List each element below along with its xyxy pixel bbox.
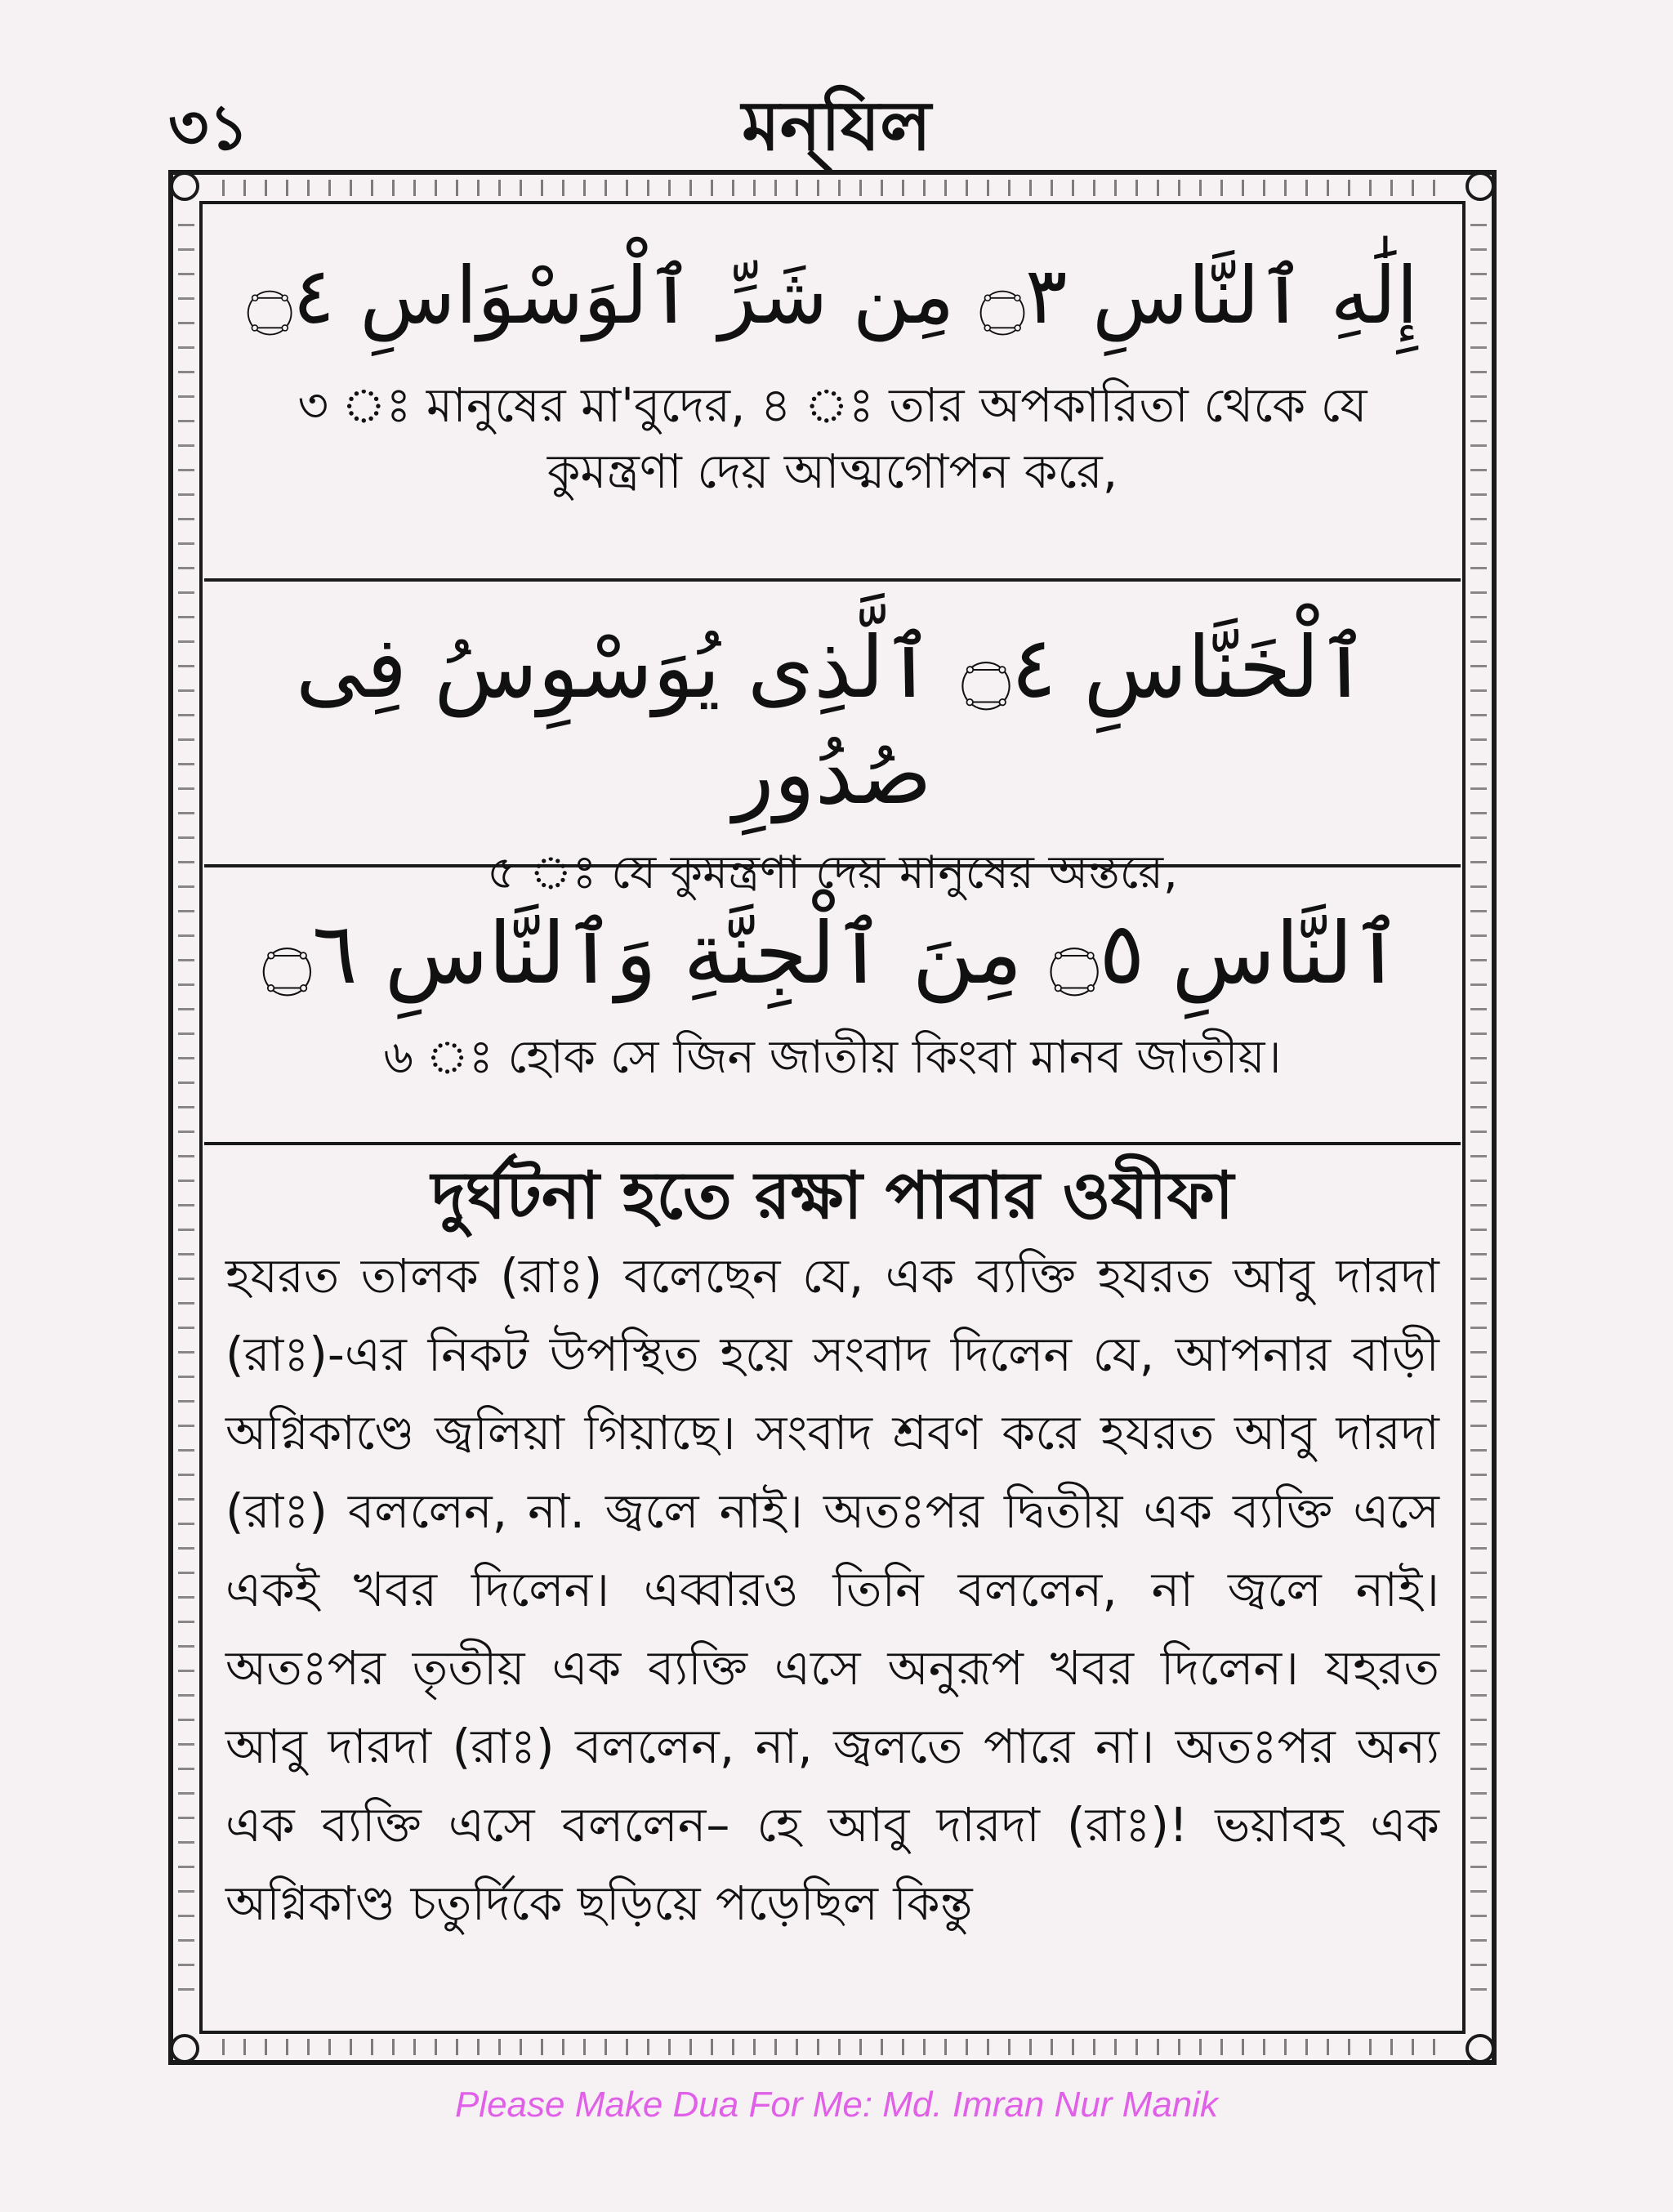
arabic-verse: ٱلْخَنَّاسِ ۝٤ ٱلَّذِى يُوَسْوِسُ فِى صُدُورِ bbox=[295, 618, 1370, 823]
page-title: মন্‌যিল bbox=[742, 86, 931, 166]
corner-ornament-icon bbox=[170, 172, 199, 201]
arabic-verse: إِلَٰهِ ٱلنَّاسِ ۝٣ مِن شَرِّ ٱلْوَسْوَاسِ ۝٤ bbox=[247, 250, 1418, 341]
story-body: হযরত তালক (রাঃ) বলেছেন যে, এক ব্যক্তি হযরত আবু দারদা (রাঃ)-এর নিকট উপস্থিত হয়ে সংবাদ দিলেন যে, আপনার বাড়ী অগ্নিকাণ্ডে জ্বলিয়া গিয়াছে। সংবাদ শ্রবণ করে হযরত আবু দারদা (রাঃ) বললেন, না. জ্বলে নাই। অতঃপর দ্বিতীয় এক ব্যক্তি এসে একই খবর দিলেন। এব্বারও তিনি বললেন, না জ্বলে নাই। অতঃপর তৃতীয় এক ব্যক্তি এসে অনুরূপ খবর দিলেন। যহরত আবু দারদা (রাঃ) বললেন, না, জ্বলতে পারে না। অতঃপর অন্য এক ব্যক্তি এসে বললেন– হে আবু দারদা (রাঃ)! ভয়াবহ এক অগ্নিকাণ্ড চতুর্দিকে ছড়িয়ে পড়েছিল কিন্তু bbox=[225, 1248, 1439, 1931]
verse-translation: ৩ ঃ মানুষের মা'বুদের, ৪ ঃ তার অপকারিতা থেকে যে কুমন্ত্রণা দেয় আত্মগোপন করে, bbox=[297, 377, 1367, 500]
verse-section-2 bbox=[204, 582, 1461, 899]
verse-translation: ৬ ঃ হোক সে জিন জাতীয় কিংবা মানব জাতীয়। bbox=[383, 1031, 1282, 1084]
corner-ornament-icon bbox=[1466, 2034, 1495, 2063]
verse-section-1 bbox=[204, 206, 1461, 582]
corner-ornament-icon bbox=[1466, 172, 1495, 201]
verse-section-3 bbox=[204, 867, 1461, 1145]
ornament-border-right bbox=[1470, 224, 1487, 2011]
page-frame bbox=[168, 170, 1497, 2065]
story-section bbox=[204, 1145, 1461, 2040]
corner-ornament-icon bbox=[170, 2034, 199, 2063]
story-title: দুর্ঘটনা হতে রক্ষা পাবার ওযীফা bbox=[431, 1157, 1234, 1233]
arabic-verse: ٱلنَّاسِ ۝٥ مِنَ ٱلْجِنَّةِ وَٱلنَّاسِ ۝٦ bbox=[261, 903, 1403, 1003]
ornament-border-bottom bbox=[222, 2039, 1443, 2055]
ornament-border-top bbox=[222, 180, 1443, 196]
page-number: ৩১ bbox=[168, 91, 249, 163]
footer-note: Please Make Dua For Me: Md. Imran Nur Manik bbox=[454, 2085, 1219, 2125]
ornament-border-left bbox=[178, 224, 194, 2011]
verse-translation: ৫ ঃ যে কুমন্ত্রণা দেয় মানুষের অন্তরে, bbox=[487, 846, 1178, 899]
